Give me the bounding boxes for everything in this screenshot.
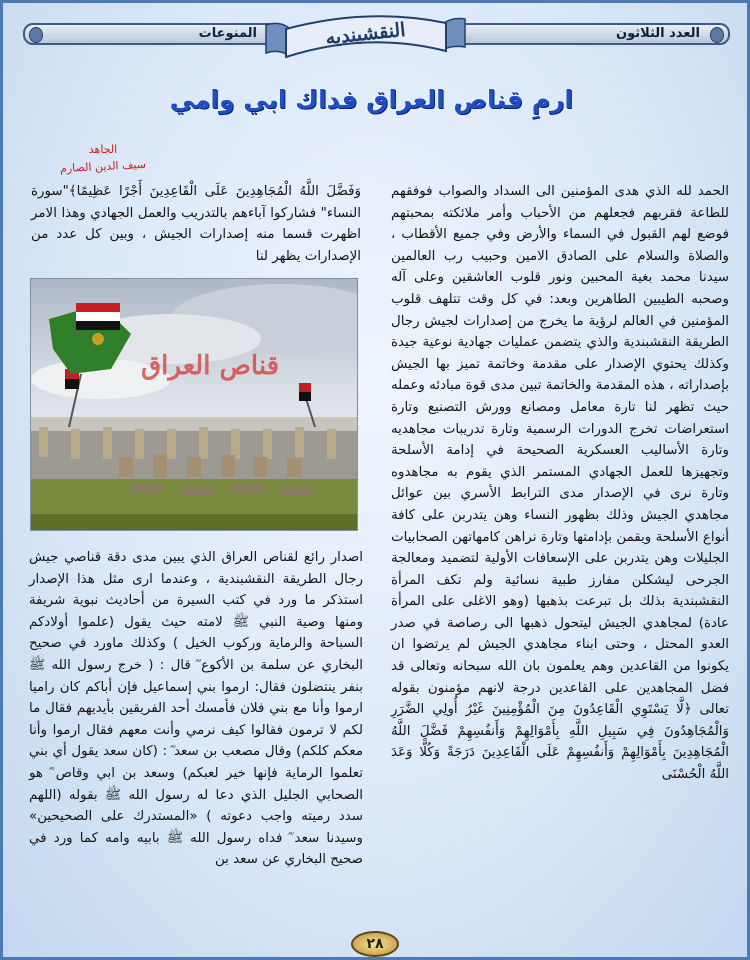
author-signature — [38, 143, 168, 176]
scroll-end-right — [710, 27, 724, 43]
article-column-left-top: وَفَضَّلَ اللَّهُ الْمُجَاهِدِينَ عَلَى الْقَاعِدِينَ أَجْرًا عَظِيمًا﴾"سورة النساء" فشاركوا آباءهم بالتدريب والعمل الجهادي وهذا الامر اظهرت قسما منه إصدارات الجيش ، وبين كل عدد من الإصدارات يظهر لنا — [31, 184, 361, 264]
sniper-photo — [30, 278, 358, 531]
photo-scene — [31, 279, 358, 531]
author-role: الجاهد — [88, 143, 118, 156]
banner-title: النقشبنديه — [324, 18, 407, 50]
article-column-left-bottom: اصدار رائع لقناص العراق الذي يبين مدى دقة قناصي جيش رجال الطريقة النقشبندية ، وعندما ارى مثل هذا الإصدار استذكر ما ورد في كتب السيرة من أحاديث نبوية شريفة ومنها وصية النبي ﷺ لامته حيث يقول (علموا أولادكم السباحة والرماية وركوب الخيل ) وكذلك ماورد في صحيح البخاري عن سلمة بن الأكوع ؓ قال : ( خرج رسول الله ﷺ بنفر ينتضلون فقال: ارموا بني إسماعيل فإن أباكم كان راميا ارموا وأنا مع بني فلان فأمسك أحد الفريقين بأيديهم فقال ما لكم لا ترمون فقالوا كيف نرمي وأنت معهم فقال ارموا وأنا معكم كلكم) وقال مصعب بن سعد ؓ : (كان سعد يقول أي بني تعلموا الرماية فإنها خير لعبكم) وسعد بن ابي وقاص ؓ هو الصحابي الجليل الذي دعا له رسول الله ﷺ بقوله (اللهم سدد رميته واجب دعوته ) «المستدرك على الصحيحين» وسيدنا سعد ؓ فداه رسول الله ﷺ بابيه وامه كما ورد في صحيح البخاري عن سعد بن — [29, 550, 363, 868]
photo-caption: قناص العراق — [141, 351, 280, 381]
page-number: ٢٨ — [351, 931, 399, 957]
issue-label: العدد الثلاثون — [615, 26, 700, 41]
ribbon-banner — [258, 11, 473, 66]
article-column-right: الحمد لله الذي هدى المؤمنين الى السداد والصواب فوفقهم للطاعة فقربهم فجعلهم من الأحباب وأمر ملائكته بمحبتهم فوضع لهم القبول في السماء والأرض وفي جميع الأقطاب ، والصلاة والسلام على الصادق الامين وحبيب رب العالمين سيدنا محمد بغية المحبين ونور قلوب العاشقين وعلى آله وصحبه الطيبين الطاهرين وبعد: في كل وقت تتلهف قلوب المؤمنين في العالم لرؤية ما يخرج من إصدارات لجيش رجال الطريقة النقشبندية والذي يتضمن عمليات جهادية نوعية جيدة وكذلك يحتوي الإصدار على مقدمة وخاتمة تميز بها الجيش بإصداراته ، هذه المقدمة والخاتمة تبين مدى قوة مبادئه وعمله حيث تظهر لنا تارة معامل ومصانع وورش التصنيع وتارة استعراضات تخرج الدورات الرسمية وتارة تدريبات مجاهديه وتارة الأساليب العسكرية الصحيحة في إدامة الأسلحة وتجهيزها للعمل الجهادي المستمر الذي يقوم به مجاهدوه وتارة نرى في الإصدار مدى الترابط الأسري بين عوائل مجاهدي الجيش وذلك بظهور النساء وهن يتدربن على كافة أنواع الأسلحة ويقمن بإدامتها وتارة نراهن كامهاتهن الصحابيات الجليلات وهن يتدربن على الإسعافات الأولية لتضميد ومعالجة الجرحى ليشكلن مفارز طبية نسائية ولم تكف المرأة النقشبندية بذلك بل تبرعت بذهبها (وهو الاغلى على المرأة عادة) لمجاهدي الجيش ليتحول ذهبها الى رصاصة في صدر العدو المحتل ، وحتى ابناء مجاهدي الجيش لم يرتضوا ان يكونوا من القاعدين وهم يعلمون بان الله سبحانه وتعالى قد فضل المجاهدين على القاعدين درجة لانهم مؤمنون بقوله تعالى ﴿لَّا يَسْتَوِي الْقَاعِدُونَ مِنَ الْمُؤْمِنِينَ غَيْرُ أُولِي الضَّرَرِ وَالْمُجَاهِدُونَ فِي سَبِيلِ اللَّهِ بِأَمْوَالِهِمْ وَأَنفُسِهِمْ فَضَّلَ اللَّهُ الْمُجَاهِدِينَ بِأَمْوَالِهِمْ وَأَنفُسِهِمْ عَلَى الْقَاعِدِينَ دَرَجَةً وَكُلًّا وَعَدَ اللَّهُ الْحُسْنَى — [391, 184, 729, 783]
author-name: سيف الدين الصارم — [59, 157, 147, 176]
section-header-bar — [23, 23, 273, 45]
scroll-end-left — [29, 27, 43, 43]
issue-header-bar — [458, 23, 730, 45]
section-label: المنوعات — [198, 26, 257, 41]
article-title: ارمِ قناص العراق فداك ابي وامي — [169, 85, 573, 114]
